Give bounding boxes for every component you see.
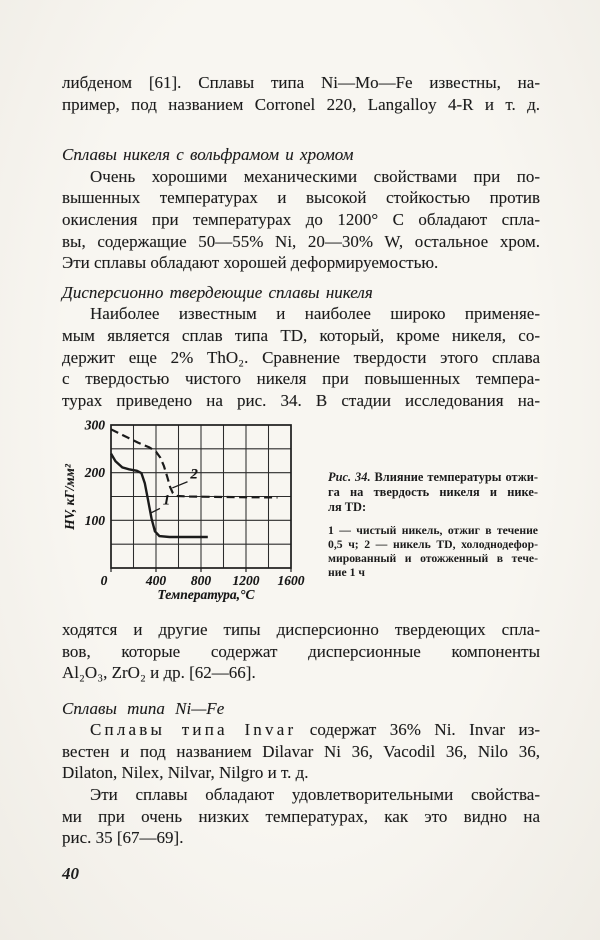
text-line: окисления при температурах до 1200° С обладают спла- xyxy=(62,209,540,229)
invar-spaced-text: Сплавы типа Invar xyxy=(90,720,297,740)
legend-line: 1 — чистый никель, отжиг в течение xyxy=(328,524,538,538)
text-line: мым является сплав типа TD, который, кроме никеля, со- xyxy=(62,325,540,345)
text-line: Эти сплавы обладают хорошей деформируемостью. xyxy=(62,253,439,273)
text-line: ходятся и другие типы дисперсионно твердеющих спла- xyxy=(62,619,540,639)
legend-line: ние 1 ч xyxy=(328,565,365,579)
text-line: Al₂O₃, ZrO₂ и др. [62—66]. xyxy=(62,663,256,683)
series-1-leader xyxy=(150,509,160,514)
x-tick-label: 800 xyxy=(190,573,212,589)
text-line xyxy=(62,719,540,741)
page-number: 40 xyxy=(62,864,79,883)
text-line: пример, под названием Corronel 220, Langalloy 4-R и т. д. xyxy=(62,94,540,114)
section-heading-ni-w-cr: Сплавы никеля с вольфрамом и хромом xyxy=(62,145,354,165)
figure-label: Рис. 34. xyxy=(328,470,371,485)
legend-line: 0,5 ч; 2 — никель TD, холоднодефор- xyxy=(328,538,538,552)
y-tick-label: 200 xyxy=(84,465,105,481)
series-2-line xyxy=(111,430,278,498)
figure-caption xyxy=(328,470,538,579)
text-line: Наиболее известным и наиболее широко применяе- xyxy=(90,304,540,324)
paragraph-molybdenum xyxy=(62,72,540,115)
text-column xyxy=(62,72,540,849)
x-tick-label: 1200 xyxy=(232,573,260,589)
text-line: держит еще 2% ThO₂. Сравнение твердости этого сплава xyxy=(62,347,540,367)
chart-grid xyxy=(111,425,291,568)
hardness-chart xyxy=(61,413,316,613)
text-line: вы, содержащие 50—55% Ni, 20—30% W, остальное хром. xyxy=(62,231,540,251)
series-2-label: 2 xyxy=(190,466,198,483)
caption-line xyxy=(328,470,538,485)
caption-line: ля TD: xyxy=(328,500,367,515)
chart-tick-labels xyxy=(84,418,305,589)
text-line: Очень хорошими механическими свойствами при по- xyxy=(90,166,540,186)
series-2-leader xyxy=(172,482,187,488)
y-tick-label: 100 xyxy=(84,513,105,529)
x-tick-label: 1600 xyxy=(277,573,305,589)
text-line: вестен и под названием Dilavar Ni 36, Vacodil 36, Nilo 36, xyxy=(62,741,540,761)
chart-container xyxy=(61,413,316,619)
figure-legend xyxy=(328,524,538,579)
text-line: с твердостью чистого никеля при повышенных темпера- xyxy=(62,369,540,389)
section-heading-dispersion: Дисперсионно твердеющие сплавы никеля xyxy=(62,282,373,302)
caption-line: га на твердость никеля и нике- xyxy=(328,485,538,500)
paragraph-invar xyxy=(62,719,540,784)
text-segment: содержат 36% Ni. Invar из- xyxy=(296,720,540,740)
caption-text: Влияние температуры отжи- xyxy=(370,470,538,485)
x-tick-label: 0 xyxy=(100,573,108,589)
text-line: ми при очень низких температурах, как это видно на xyxy=(62,806,540,826)
text-line: вов, которые содержат дисперсионные компоненты xyxy=(62,641,540,661)
text-line: либденом [61]. Сплавы типа Ni—Mo—Fe известны, на- xyxy=(62,73,540,92)
legend-line: мированный и отожженный в тече- xyxy=(328,551,538,565)
figure-34 xyxy=(62,413,540,619)
paragraph-low-temp xyxy=(62,784,540,849)
paragraph-other-dispersion xyxy=(62,619,540,684)
paragraph-ni-w-cr xyxy=(62,166,540,274)
y-axis-title: HV, кГ/мм² xyxy=(62,464,77,531)
text-line: турах приведено на рис. 34. В стадии исследования на- xyxy=(62,390,540,410)
section-heading-ni-fe: Сплавы типа Ni—Fe xyxy=(62,698,225,718)
y-tick-label: 300 xyxy=(84,417,105,433)
text-line: рис. 35 [67—69]. xyxy=(62,828,184,848)
x-axis-title: Температура,°С xyxy=(157,587,255,603)
paragraph-td-nickel xyxy=(62,303,540,411)
text-line: Эти сплавы обладают удовлетворительными свойства- xyxy=(90,785,540,805)
series-1-label: 1 xyxy=(162,492,171,509)
text-line: вышенных температурах и высокой стойкостью против xyxy=(62,188,540,208)
text-line: Dilaton, Nilex, Nilvar, Nilgro и т. д. xyxy=(62,763,309,783)
x-tick-label: 400 xyxy=(145,573,167,589)
